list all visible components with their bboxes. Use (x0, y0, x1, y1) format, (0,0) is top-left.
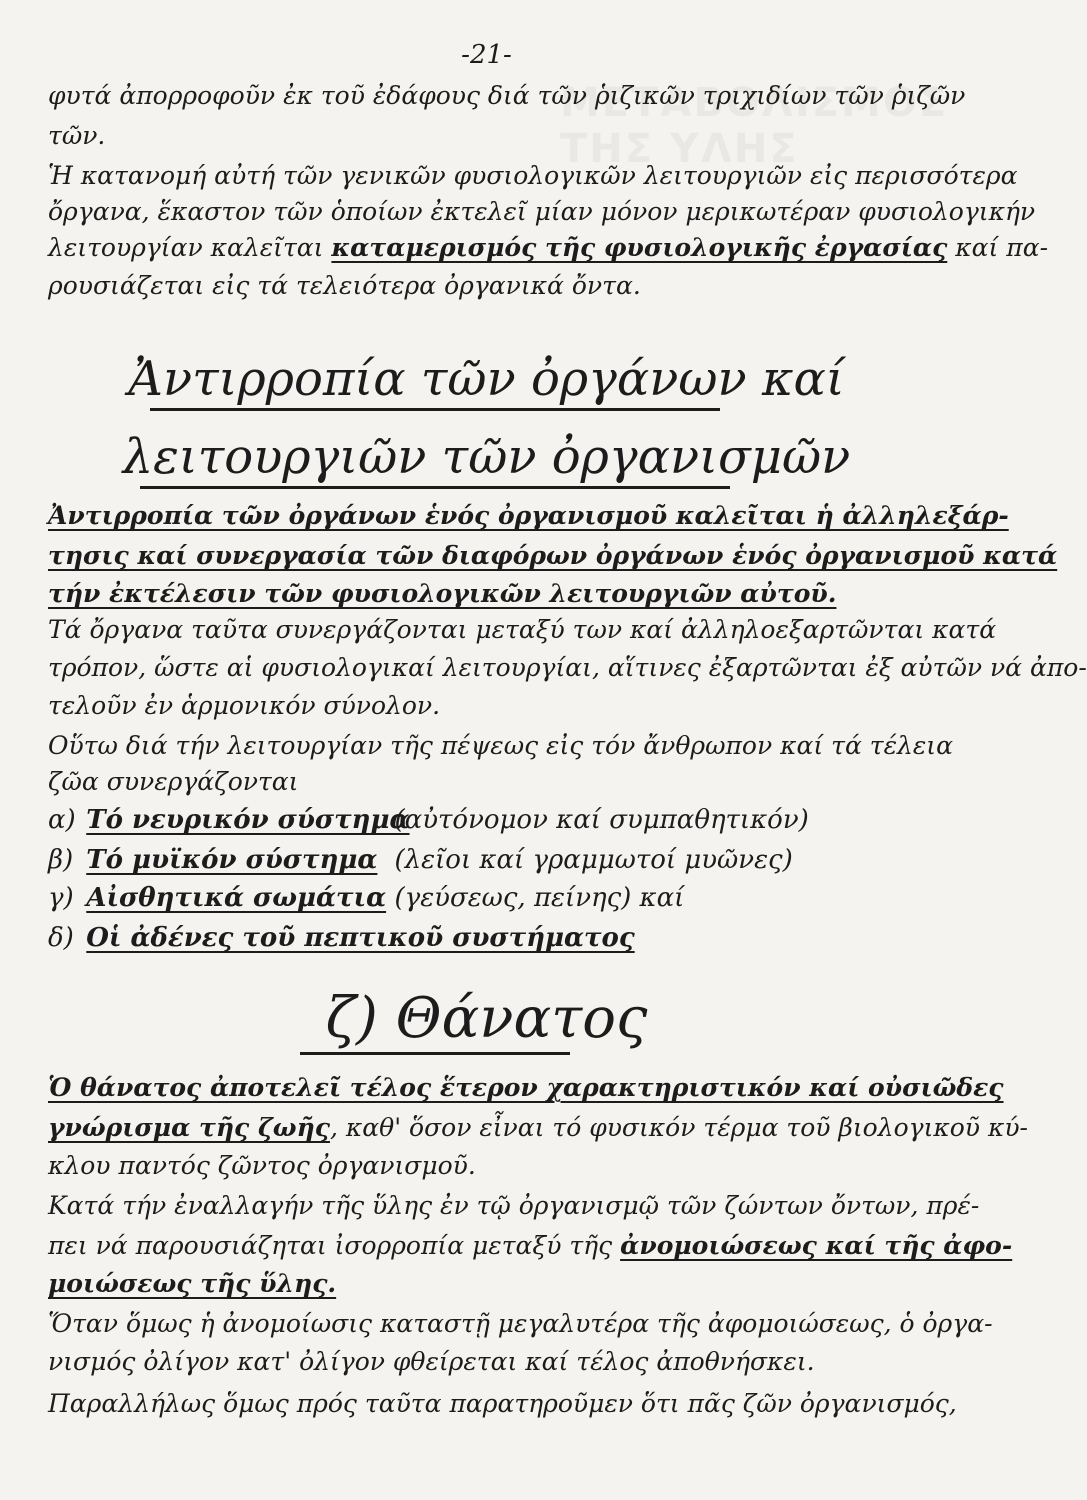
text-span: καί πα- (955, 233, 1049, 262)
text-line: Ἡ κατανομή αὐτή τῶν γενικῶν φυσιολογικῶν λειτουργιῶν εἰς περισσότερα (48, 161, 1018, 190)
list-item (48, 844, 793, 876)
text-span: πει νά παρουσιάζηται ἰσορροπία μεταξύ τῆς (48, 1231, 613, 1260)
list-note: (λεῖοι καί γραμμωτοί μυῶνες) (394, 845, 793, 875)
text-line: Ὅταν ὅμως ἡ ἀνομοίωσις καταστῇ μεγαλυτέρα τῆς ἀφομοιώσεως, ὁ ὀργα- (48, 1309, 993, 1338)
list-note: (γεύσεως, πείνης) καί (394, 883, 685, 913)
text-line: κλου παντός ζῶντος ὀργανισμοῦ. (48, 1151, 476, 1180)
list-term: Τό νευρικόν σύστημα (86, 805, 410, 835)
definition-line: τησις καί συνεργασία τῶν διαφόρων ὀργάνων ἑνός ὀργανισμοῦ κατά (48, 541, 1058, 570)
list-term: Τό μυϊκόν σύστημα (86, 845, 378, 875)
text-line: νισμός ὀλίγον κατ' ὀλίγον φθείρεται καί τέλος ἀποθνήσκει. (48, 1347, 815, 1376)
heading-underline (140, 486, 730, 489)
heading-underline (300, 1052, 570, 1055)
text-line: τελοῦν ἐν ἁρμονικόν σύνολον. (48, 691, 441, 720)
text-line: φυτά ἀπορροφοῦν ἐκ τοῦ ἐδάφους διά τῶν ῥιζικῶν τριχιδίων τῶν ῥιζῶν (48, 81, 966, 110)
key-term: καταμερισμός τῆς φυσιολογικῆς ἐργασίας (331, 233, 948, 262)
text-line: Τά ὄργανα ταῦτα συνεργάζονται μεταξύ των καί ἀλληλοεξαρτῶνται κατά (48, 615, 997, 644)
list-item (48, 804, 809, 836)
list-item (48, 922, 635, 954)
definition-line: τήν ἐκτέλεσιν τῶν φυσιολογικῶν λειτουργιῶν αὐτοῦ. (48, 579, 837, 608)
text-line (48, 1230, 1013, 1262)
list-marker: γ) (48, 883, 74, 913)
text-line: Κατά τήν ἐναλλαγήν τῆς ὕλης ἐν τῷ ὀργανισμῷ τῶν ζώντων ὄντων, πρέ- (48, 1191, 980, 1220)
list-note: (αὐτόνομον καί συμπαθητικόν) (394, 805, 809, 835)
list-marker: β) (48, 845, 74, 875)
list-term: Αἰσθητικά σωμάτια (86, 883, 387, 913)
text-span: , καθ' ὅσον εἶναι τό φυσικόν τέρμα τοῦ βιολογικοῦ κύ- (329, 1113, 1028, 1142)
text-line: Οὕτω διά τήν λειτουργίαν τῆς πέψεως εἰς τόν ἄνθρωπον καί τά τέλεια (48, 731, 953, 760)
list-marker: α) (48, 805, 76, 835)
section-heading-death: ζ) Θάνατος (325, 986, 648, 1051)
text-line: ὄργανα, ἕκαστον τῶν ὁποίων ἐκτελεῖ μίαν μόνον μερικωτέραν φυσιολογικήν (48, 197, 1036, 226)
text-line: τῶν. (48, 121, 106, 150)
text-line: Παραλλήλως ὅμως πρός ταῦτα παρατηροῦμεν ὅτι πᾶς ζῶν ὀργανισμός, (48, 1389, 957, 1418)
list-item (48, 882, 684, 914)
text-line: ρουσιάζεται εἰς τά τελειότερα ὀργανικά ὄντα. (48, 271, 641, 300)
section-heading-line2: λειτουργιῶν τῶν ὀργανισμῶν (122, 429, 851, 485)
list-term: Οἱ ἀδένες τοῦ πεπτικοῦ συστήματος (86, 923, 635, 953)
key-term: γνώρισμα τῆς ζωῆς (48, 1113, 330, 1142)
text-line: τρόπον, ὥστε αἱ φυσιολογικαί λειτουργίαι, αἵτινες ἐξαρτῶνται ἐξ αὐτῶν νά ἀπο- (48, 653, 1087, 682)
definition-line: Ἀντιρροπία τῶν ὀργάνων ἑνός ὀργανισμοῦ καλεῖται ἡ ἀλληλεξάρ- (48, 501, 1009, 530)
text-line (48, 232, 1049, 264)
heading-underline (150, 408, 720, 411)
definition-line: Ὁ θάνατος ἀποτελεῖ τέλος ἕτερον χαρακτηριστικόν καί οὐσιῶδες (48, 1073, 1004, 1102)
page-number: -21- (461, 40, 512, 70)
list-marker: δ) (48, 923, 74, 953)
text-line: ζῶα συνεργάζονται (48, 767, 299, 796)
key-term: ἀνομοιώσεως καί τῆς ἀφο- (620, 1231, 1013, 1260)
section-heading-line1: Ἀντιρροπία τῶν ὀργάνων καί (128, 351, 845, 407)
key-term-line: μοιώσεως τῆς ὕλης. (48, 1269, 337, 1298)
text-line (48, 1112, 1028, 1144)
text-span: λειτουργίαν καλεῖται (48, 233, 324, 262)
